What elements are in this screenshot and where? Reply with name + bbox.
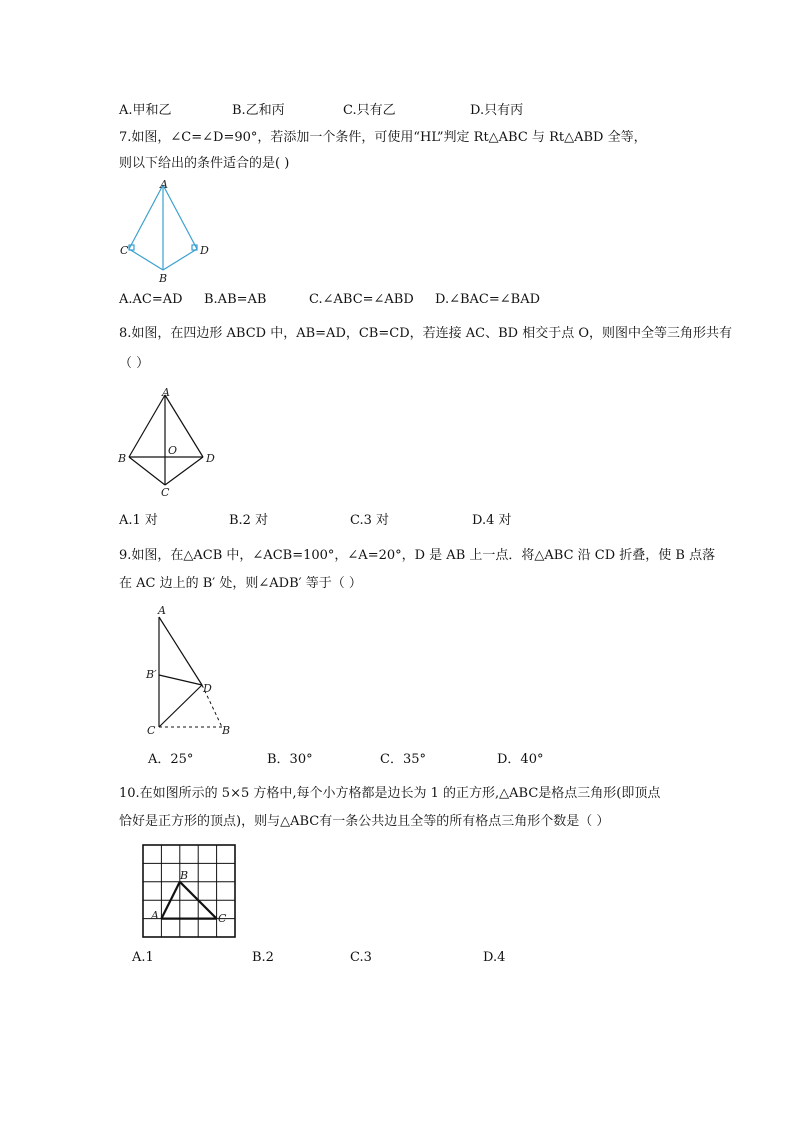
q10-option-a: A.1 bbox=[132, 950, 154, 965]
q8-figure bbox=[115, 385, 225, 499]
q7-label-a: A bbox=[160, 178, 168, 191]
q8-option-c: C.3 对 bbox=[350, 513, 390, 528]
q6-option-c: C.只有乙 bbox=[343, 103, 396, 118]
q7-figure bbox=[115, 178, 215, 283]
q9-figure bbox=[142, 605, 242, 735]
q8-label-d: D bbox=[206, 452, 215, 465]
q7-option-a: A.AC=AD bbox=[119, 292, 183, 307]
q8-option-b: B.2 对 bbox=[229, 513, 269, 528]
q8-stem-line1: 8.如图，在四边形 ABCD 中，AB=AD，CB=CD，若连接 AC、BD 相交于点 O，则图中全等三角形共有 bbox=[119, 326, 732, 341]
q9-option-b: B．30° bbox=[267, 752, 313, 767]
q7-label-c: C bbox=[120, 244, 129, 257]
q8-stem-line2: （ ） bbox=[119, 356, 150, 371]
q9-stem-line2: 在 AC 边上的 B′ 处，则∠ADB′ 等于（ ） bbox=[119, 576, 362, 591]
q10-figure bbox=[140, 842, 240, 942]
q7-stem-line2: 则以下给出的条件适合的是( ) bbox=[119, 156, 290, 171]
q10-option-c: C.3 bbox=[350, 950, 372, 965]
q9-option-c: C．35° bbox=[380, 752, 426, 767]
q8-option-d: D.4 对 bbox=[472, 513, 512, 528]
q9-label-bprime: B′ bbox=[146, 668, 157, 681]
q9-stem-line1: 9.如图，在△ACB 中，∠ACB=100°，∠A=20°，D 是 AB 上一点．将△ABC 沿 CD 折叠，使 B 点落 bbox=[119, 548, 716, 563]
q6-option-d: D.只有丙 bbox=[470, 103, 524, 118]
q7-stem-line1: 7.如图，∠C=∠D=90°，若添加一个条件，可使用“HL”判定 Rt△ABC 与 Rt△ABD 全等， bbox=[119, 130, 647, 145]
q8-label-b: B bbox=[118, 452, 127, 465]
q6-option-b: B.乙和丙 bbox=[232, 103, 285, 118]
q10-stem-line2: 恰好是正方形的顶点)，则与△ABC有一条公共边且全等的所有格点三角形个数是（ ） bbox=[119, 814, 610, 829]
q7-option-b: B.AB=AB bbox=[204, 292, 267, 307]
q9-option-a: A．25° bbox=[148, 752, 194, 767]
q10-option-d: D.4 bbox=[483, 950, 506, 965]
q7-label-b: B bbox=[159, 272, 168, 285]
q8-label-c: C bbox=[161, 486, 170, 499]
q10-stem-line1: 10.在如图所示的 5×5 方格中,每个小方格都是边长为 1 的正方形,△ABC是格点三角形(即顶点 bbox=[119, 786, 661, 801]
q7-label-d: D bbox=[200, 244, 209, 257]
q10-option-b: B.2 bbox=[252, 950, 274, 965]
q10-label-b: B bbox=[180, 869, 189, 882]
q9-label-d: D bbox=[203, 682, 212, 695]
q10-label-c: C bbox=[218, 912, 227, 925]
q7-option-c: C.∠ABC=∠ABD bbox=[309, 292, 414, 307]
q9-label-a: A bbox=[158, 604, 166, 617]
q9-option-d: D．40° bbox=[497, 752, 544, 767]
q6-option-a: A.甲和乙 bbox=[119, 103, 172, 118]
q8-option-a: A.1 对 bbox=[119, 513, 158, 528]
q7-option-d: D.∠BAC=∠BAD bbox=[435, 292, 541, 307]
q8-label-a: A bbox=[162, 386, 170, 399]
q8-label-o: O bbox=[168, 444, 178, 457]
q10-label-a: A bbox=[151, 909, 159, 922]
q9-label-c: C bbox=[147, 724, 156, 737]
q9-label-b: B bbox=[222, 724, 231, 737]
